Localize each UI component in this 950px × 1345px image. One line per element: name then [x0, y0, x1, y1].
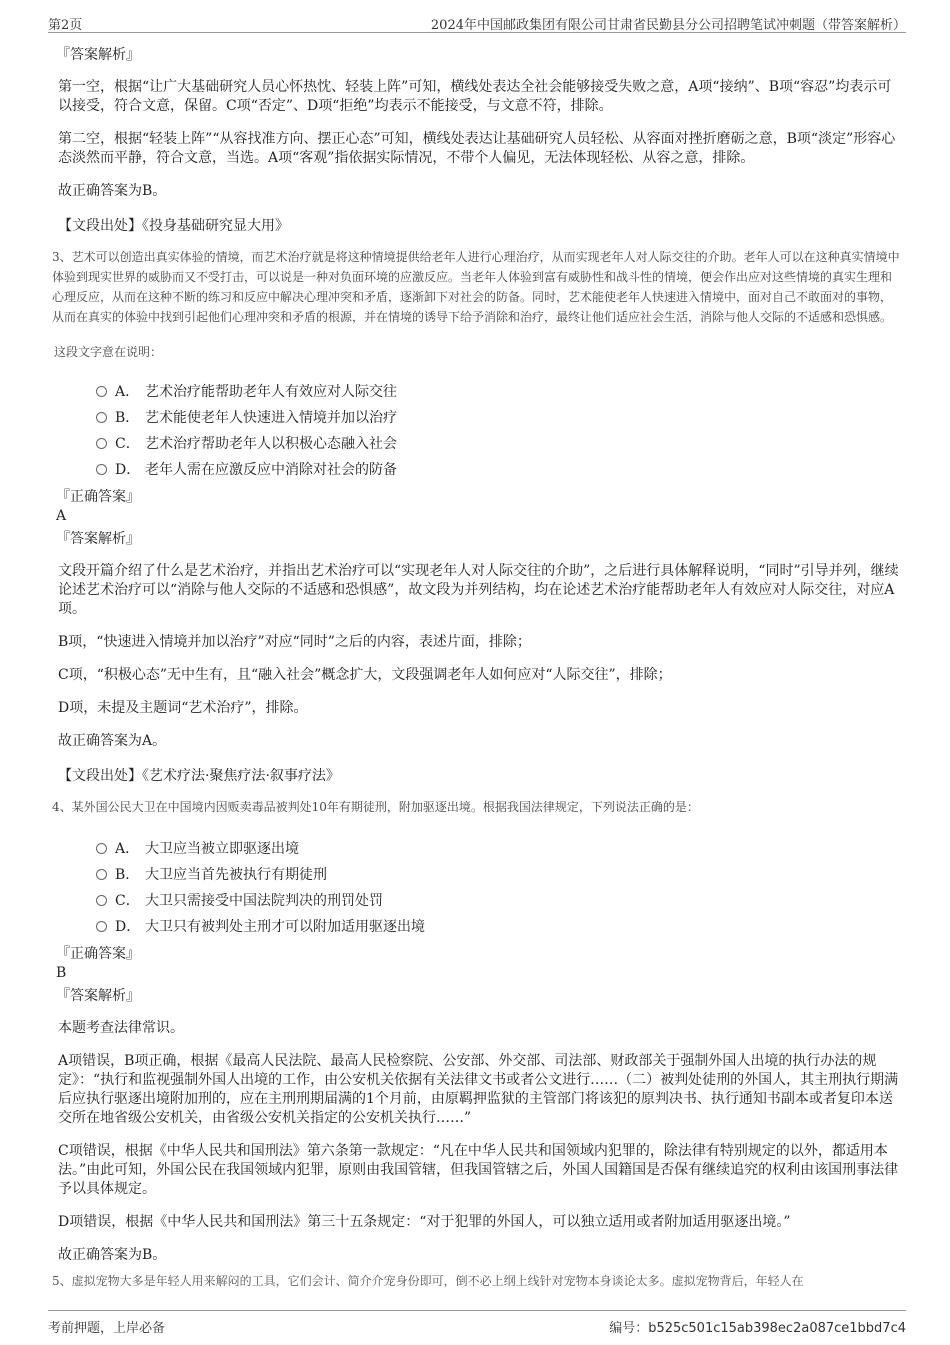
option-d[interactable]	[96, 913, 902, 939]
option-text: 老年人需在应激反应中消除对社会的防备	[145, 462, 397, 478]
question-4-options	[96, 835, 902, 939]
option-text: 艺术治疗能帮助老年人有效应对人际交往	[145, 384, 397, 400]
radio-button[interactable]	[96, 843, 107, 854]
option-b[interactable]	[96, 404, 902, 430]
analysis-paragraph: C项，“积极心态”无中生有，且“融入社会”概念扩大，文段强调老年人如何应对“人际交往”，排除；	[58, 667, 672, 683]
option-text: 大卫应当首先被执行有期徒刑	[145, 867, 327, 883]
option-c[interactable]	[96, 430, 902, 456]
question-3-options	[96, 378, 902, 482]
footer-slogan: 考前押题，上岸必备	[48, 1321, 166, 1336]
page-number: 第2页	[48, 18, 83, 33]
source-citation: 【文段出处】《艺术疗法·聚焦疗法·叙事疗法》	[58, 768, 340, 784]
analysis-paragraph: 文段开篇介绍了什么是艺术治疗，并指出艺术治疗可以“实现老年人对人际交往的介助”，之后进行具体解释说明，“同时”引导并列，继续论述艺术治疗可以“消除与他人交际的不适感和恐惧感”，故文段为并列结构，均在论述艺术治疗能帮助老年人有效应对人际交往，对应A项。	[58, 563, 899, 617]
correct-answer: B	[56, 965, 67, 981]
option-text: 大卫只有被判处主刑才可以附加适用驱逐出境	[145, 919, 425, 935]
option-text: 艺术能使老年人快速进入情境并加以治疗	[145, 410, 397, 426]
option-letter: B．	[115, 410, 140, 426]
option-a[interactable]	[96, 378, 902, 404]
analysis-label: 『答案解析』	[56, 988, 140, 1004]
source-citation: 【文段出处】《投身基础研究显大用》	[58, 218, 289, 234]
option-letter: C．	[115, 893, 140, 909]
radio-button[interactable]	[96, 438, 107, 449]
analysis-paragraph: D项错误，根据《中华人民共和国刑法》第三十五条规定：“对于犯罪的外国人，可以独立适用或者附加适用驱逐出境。”	[58, 1214, 791, 1230]
question-5-partial: 5、虚拟宠物大多是年轻人用来解闷的工具，它们会计、简介介宠身份即可，倒不必上纲上线针对宠物本身谈论太多。虚拟宠物背后，年轻人在	[52, 1274, 804, 1288]
analysis-paragraph: D项，未提及主题词“艺术治疗”，排除。	[58, 700, 308, 716]
page-content	[52, 40, 902, 1288]
option-letter: C．	[115, 436, 140, 452]
option-letter: A．	[115, 384, 140, 400]
radio-button[interactable]	[96, 464, 107, 475]
option-text: 艺术治疗帮助老年人以积极心态融入社会	[145, 436, 397, 452]
analysis-label: 『答案解析』	[56, 47, 140, 63]
radio-button[interactable]	[96, 921, 107, 932]
analysis-paragraph: 故正确答案为B。	[58, 1247, 167, 1263]
analysis-label: 『答案解析』	[56, 531, 140, 547]
document-id: 编号：b525c501c15ab398ec2a087ce1bbd7c4	[609, 1321, 906, 1336]
option-letter: D．	[115, 462, 141, 478]
radio-button[interactable]	[96, 869, 107, 880]
analysis-paragraph: 故正确答案为A。	[58, 733, 167, 749]
analysis-paragraph: 本题考查法律常识。	[58, 1020, 184, 1036]
correct-answer-label: 『正确答案』	[56, 489, 140, 505]
page-header	[48, 12, 906, 33]
option-text: 大卫只需接受中国法院判决的刑罚处罚	[145, 893, 383, 909]
page-footer	[48, 1310, 906, 1337]
analysis-paragraph: C项错误，根据《中华人民共和国刑法》第六条第一款规定：“凡在中华人民共和国领域内犯罪的，除法律有特别规定的以外，都适用本法。”由此可知，外国公民在我国领域内犯罪，原则由我国管辖，但我国管辖之后，外国人国籍国是否保有继续追究的权利由该国刑事法律予以具体规定。	[58, 1143, 899, 1197]
analysis-paragraph: 第二空，根据“轻装上阵”“从容找准方向、摆正心态”可知，横线处表达让基础研究人员轻松、从容面对挫折磨砺之意，B项“淡定”形容心态淡然而平静，符合文意，当选。A项“客观”指依据实际情况，不带个人偏见，无法体现轻松、从容之意，排除。	[58, 131, 896, 166]
correct-answer-label: 『正确答案』	[56, 946, 140, 962]
option-letter: D．	[115, 919, 141, 935]
document-title: 2024年中国邮政集团有限公司甘肃省民勤县分公司招聘笔试冲刺题（带答案解析）	[430, 18, 906, 33]
question-4-stem: 4、某外国公民大卫在中国境内因贩卖毒品被判处10年有期徒刑，附加驱逐出境。根据我国法律规定，下列说法正确的是：	[52, 800, 699, 814]
option-letter: A．	[115, 841, 140, 857]
option-b[interactable]	[96, 861, 902, 887]
question-3-stem: 3、艺术可以创造出真实体验的情境，而艺术治疗就是将这种情境提供给老年人进行心理治疗，从而实现老年人对人际交往的介助。老年人可以在这种真实情境中体验到现实世界的威胁而又不受打击，可以说是一种对负面环境的应激反应。当老年人体验到富有威胁性和战斗性的情境，便会作出应对这些情境的真实生理和心理反应，从而在这种不断的练习和反应中解决心理冲突和矛盾，逐渐卸下对社会的防备。同时，艺术能使老年人快速进入情境中，面对自己不敢面对的事物，从而在真实的体验中找到引起他们心理冲突和矛盾的根源，并在情境的诱导下给予消除和治疗，最终让他们适应社会生活，消除与他人交际的不适感和恐惧感。	[52, 250, 900, 324]
option-text: 大卫应当被立即驱逐出境	[145, 841, 299, 857]
analysis-paragraph: 第一空，根据“让广大基础研究人员心怀热忱、轻装上阵”可知，横线处表达全社会能够接受失败之意，A项“接纳”、B项“容忍”均表示可以接受，符合文意，保留。C项“否定”、D项“拒绝”均表示不能接受，与文意不符，排除。	[58, 79, 892, 114]
option-letter: B．	[115, 867, 140, 883]
option-c[interactable]	[96, 887, 902, 913]
analysis-paragraph: 故正确答案为B。	[58, 183, 167, 199]
analysis-paragraph: A项错误，B项正确，根据《最高人民法院、最高人民检察院、公安部、外交部、司法部、财政部关于强制外国人出境的执行办法的规定》：“执行和监视强制外国人出境的工作，由公安机关依据有关法律文书或者公文进行……（二）被判处徒刑的外国人，其主刑执行期满后应执行驱逐出境附加刑的，应在主刑刑期届满的1个月前，由原羁押监狱的主管部门将该犯的原判决书、执行通知书副本或者复印本送交所在地省级公安机关，由省级公安机关指定的公安机关执行……”	[58, 1053, 899, 1126]
question-3-prompt: 这段文字意在说明：	[54, 345, 163, 359]
radio-button[interactable]	[96, 895, 107, 906]
analysis-paragraph: B项，“快速进入情境并加以治疗”对应“同时”之后的内容，表述片面，排除；	[58, 634, 531, 650]
radio-button[interactable]	[96, 412, 107, 423]
radio-button[interactable]	[96, 386, 107, 397]
option-d[interactable]	[96, 456, 902, 482]
option-a[interactable]	[96, 835, 902, 861]
correct-answer: A	[56, 508, 67, 524]
